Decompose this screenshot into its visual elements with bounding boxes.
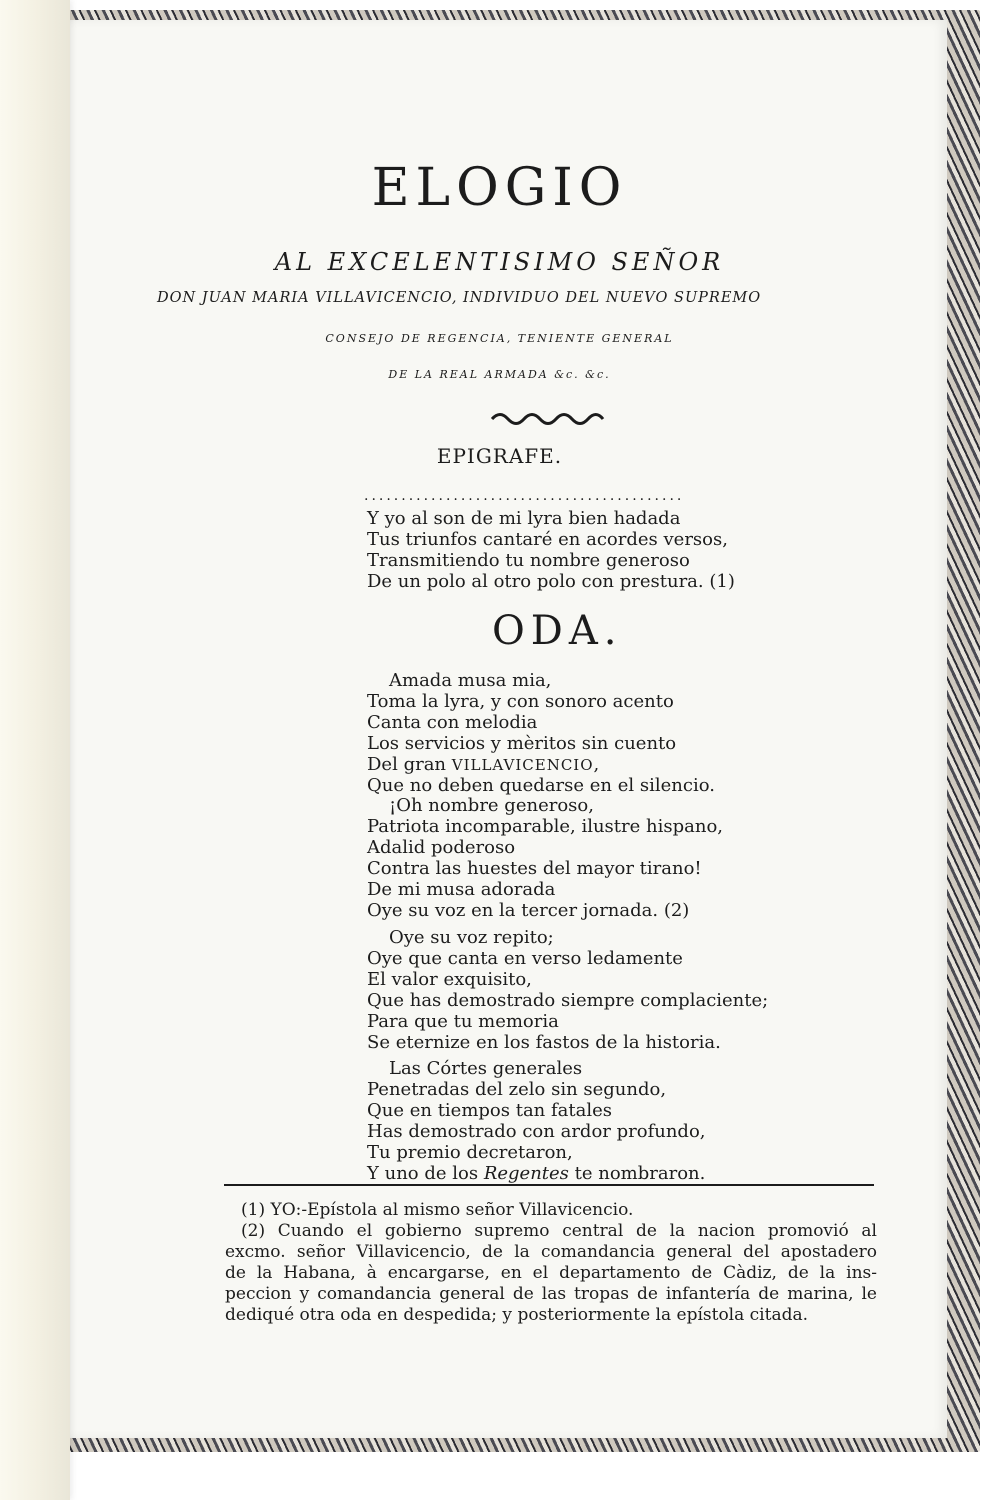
verse-line: Oye su voz repito; [389,927,554,948]
wave-ornament [490,408,605,428]
verse-text: Del gran [367,754,452,775]
oda-stanza-3 [367,927,768,1053]
verse-line: Tus triunfos cantaré en acordes versos, [367,529,728,550]
verse-line: Transmitiendo tu nombre generoso [367,550,690,571]
verse-line: Y yo al son de mi lyra bien hadada [367,508,681,529]
page-title: ELOGIO [371,158,628,218]
verse-line: Has demostrado con ardor profundo, [367,1121,706,1142]
footnote-1: (1) YO:-Epístola al mismo señor Villavicencio. [241,1200,634,1220]
verse-line: Oye su voz en la tercer jornada. (2) [367,900,690,921]
verse-line: ¡Oh nombre generoso, [389,795,594,816]
footnote-rule [224,1184,874,1186]
verse-text: , [593,754,600,775]
verse-line: Oye que canta en verso ledamente [367,948,683,969]
verse-line: El valor exquisito, [367,969,532,990]
verse-line [367,754,715,775]
dedication-line-1: AL EXCELENTISIMO SEÑOR [274,248,725,276]
dedication-line-2: DON JUAN MARIA VILLAVICENCIO, INDIVIDUO DEL NUEVO SUPREMO [157,290,762,306]
verse-line: Amada musa mia, [389,670,552,691]
footnote-2-line: dediqué otra oda en despedida; y posteriormente la epístola citada. [225,1305,808,1325]
verse-line: Las Córtes generales [389,1058,583,1079]
footnote-2-line: (2) Cuando el gobierno supremo central de la nacion promovió al [241,1221,877,1241]
verse-line: Para que tu memoria [367,1011,559,1032]
verse-text: Y uno de los [367,1163,484,1184]
villavicencio-name: VILLAVICENCIO [451,756,594,774]
verse-line: De mi musa adorada [367,879,556,900]
verse-line: Tu premio decretaron, [367,1142,573,1163]
epigraph-ellipsis: ........................................... [364,488,685,504]
epigraph-heading: EPIGRAFE. [436,444,563,468]
oda-stanza-1 [367,670,715,796]
regentes-word: Regentes [483,1163,569,1184]
footnotes [225,1200,877,1326]
verse-line [367,1163,706,1184]
verse-line: Que no deben quedarse en el silencio. [367,775,715,796]
verse-line: Patriota incomparable, ilustre hispano, [367,816,724,837]
verse-line: De un polo al otro polo con prestura. (1) [367,571,735,592]
footnote-2-line: de la Habana, à encargarse, en el departamento de Càdiz, de la ins- [225,1263,877,1283]
footnote-2-line: peccion y comandancia general de las tropas de infantería de marina, le [225,1284,877,1304]
flyleaf-edge [0,0,70,1500]
footnote-2-line: excmo. señor Villavicencio, de la comandancia general del apostadero [225,1242,877,1262]
oda-stanza-2 [367,795,723,921]
verse-line: Se eternize en los fastos de la historia. [367,1032,721,1053]
oda-heading: ODA. [492,608,623,654]
verse-text: te nombraron. [568,1163,706,1184]
dedication-line-4: DE LA REAL ARMADA &c. &c. [388,368,611,381]
verse-line: Penetradas del zelo sin segundo, [367,1079,667,1100]
epigraph-verse [367,508,735,592]
verse-line: Que has demostrado siempre complaciente; [367,990,769,1011]
verse-line: Canta con melodia [367,712,538,733]
verse-line: Que en tiempos tan fatales [367,1100,613,1121]
oda-stanza-4 [367,1058,706,1184]
dedication-line-3: CONSEJO DE REGENCIA, TENIENTE GENERAL [325,332,674,345]
verse-line: Toma la lyra, y con sonoro acento [367,691,674,712]
verse-line: Adalid poderoso [367,837,516,858]
printed-page [52,20,947,1438]
verse-line: Contra las huestes del mayor tirano! [367,858,702,879]
verse-line: Los servicios y mèritos sin cuento [367,733,677,754]
